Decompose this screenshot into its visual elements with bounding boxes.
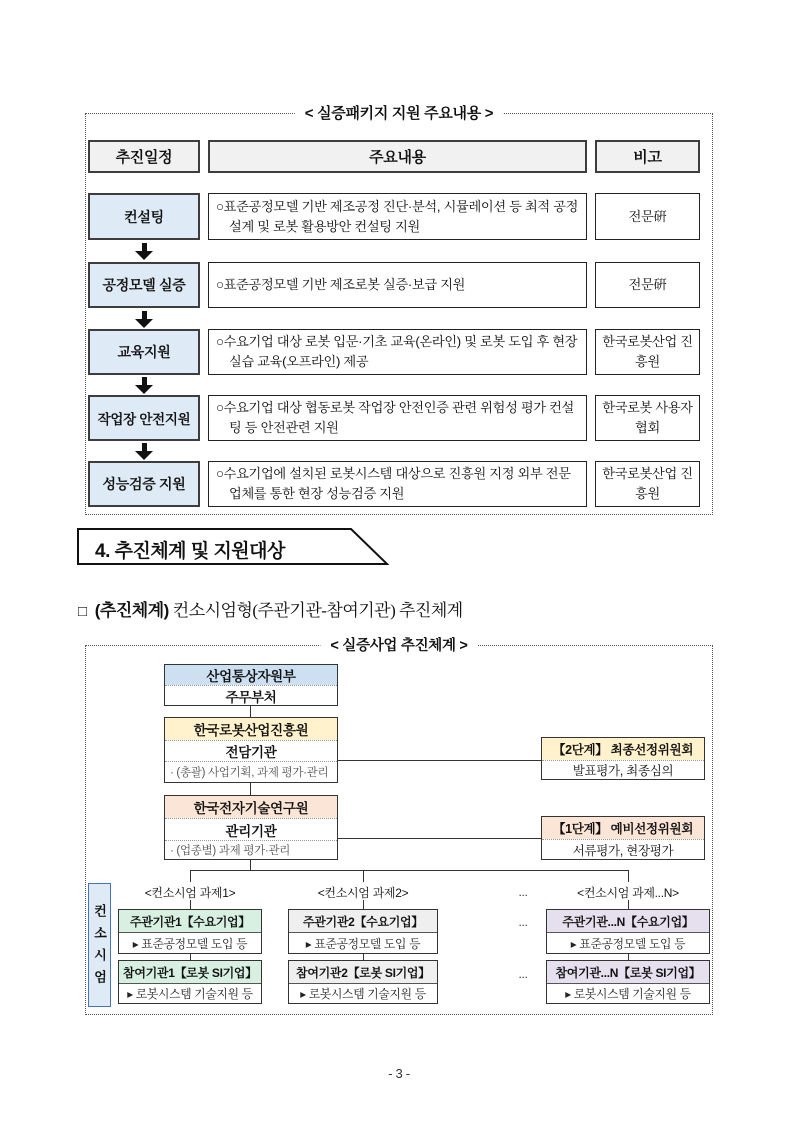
down-arrow-icon xyxy=(135,311,153,328)
down-arrow-icon xyxy=(135,377,153,394)
dedicated-agency-detail: · (총괄) 사업기획, 과제 평가·관리 xyxy=(165,761,337,782)
connector-line xyxy=(190,900,191,909)
connector-line xyxy=(338,838,541,839)
ministry-name: 산업통상자원부 xyxy=(165,665,337,685)
connector-line xyxy=(250,860,251,870)
participant-org-1: 참여기관1【로봇 SI기업】 xyxy=(119,961,261,983)
remark-education: 한국로봇산업 진흥원 xyxy=(595,329,700,375)
content-text: ○표준공정모델 기반 제조공정 진단·분석, 시뮬레이션 등 최적 공정설계 및 로봇 활용방안 컨설팅 지원 xyxy=(216,198,579,234)
stage2-committee-box xyxy=(541,737,705,780)
connector-line xyxy=(363,870,364,882)
remark-performance-verification: 한국로봇산업 진흥원 xyxy=(595,461,700,507)
participant-org-2: 참여기관2【로봇 SI기업】 xyxy=(289,961,437,983)
connector-line xyxy=(250,783,251,795)
support-table-frame xyxy=(85,113,713,515)
stage1-committee-box xyxy=(541,816,705,860)
remark-process-model: 전문硏 xyxy=(595,262,700,308)
connector-line xyxy=(338,760,541,761)
management-agency-name: 한국전자기술연구원 xyxy=(165,796,337,818)
dedicated-agency-name: 한국로봇산업진흥원 xyxy=(165,718,337,740)
support-table-title: < 실증패키지 지원 주요내용 > xyxy=(295,102,503,123)
stage2-committee-detail: 발표평가, 최종심의 xyxy=(542,760,704,779)
stage-process-model: 공정모델 실증 xyxy=(88,262,200,308)
participant-org-box-n xyxy=(546,960,710,1004)
dedicated-agency-box xyxy=(164,717,338,783)
content-text: ○수요기업 대상 로봇 입문·기초 교육(온라인) 및 로봇 도입 후 현장실습 교육(오프라인) 제공 xyxy=(216,334,578,369)
ministry-role: 주무부처 xyxy=(165,685,337,705)
col-header-schedule: 추진일정 xyxy=(88,140,200,173)
connector-line xyxy=(628,900,629,909)
bullet-text: 컨소시엄형(주관기관-참여기관) 추진체계 xyxy=(172,601,463,620)
ellipsis: ... xyxy=(518,915,528,929)
col-header-content: 주요내용 xyxy=(208,140,587,173)
participant-org-box-2 xyxy=(288,960,438,1004)
bullet-bold-label: (추진체계) xyxy=(94,601,169,620)
lead-org-n-detail: ▸ 표준공정모델 도입 등 xyxy=(547,932,709,953)
down-arrow-icon xyxy=(135,443,153,460)
remark-consulting: 전문硏 xyxy=(595,193,700,240)
participant-org-2-detail: ▸ 로봇시스템 기술지원 등 xyxy=(289,983,437,1003)
task-label-2: <컨소시엄 과제2> xyxy=(317,886,409,900)
section-heading-title: 4. 추진체계 및 지원대상 xyxy=(95,541,285,562)
lead-org-box-1 xyxy=(118,909,262,954)
dedicated-agency-role: 전담기관 xyxy=(165,740,337,761)
participant-org-1-detail: ▸ 로봇시스템 기술지원 등 xyxy=(119,983,261,1003)
connector-line xyxy=(628,870,629,882)
connector-line xyxy=(363,900,364,909)
stage1-committee-title: 【1단계】 예비선정위원회 xyxy=(542,817,704,839)
consortium-vertical-label: 컨소시엄 xyxy=(88,883,111,1007)
content-text: ○수요기업 대상 협동로봇 작업장 안전인증 관련 위험성 평가 컨설팅 등 안전관련 지원 xyxy=(216,400,574,435)
lead-org-1-detail: ▸ 표준공정모델 도입 등 xyxy=(119,932,261,953)
lead-org-box-n xyxy=(546,909,710,954)
square-bullet-icon: □ xyxy=(78,603,87,620)
stage-workplace-safety: 작업장 안전지원 xyxy=(88,395,200,441)
management-agency-box xyxy=(164,795,338,860)
lead-org-2-detail: ▸ 표준공정모델 도입 등 xyxy=(289,932,437,953)
content-text: ○표준공정모델 기반 제조로봇 실증·보급 지원 xyxy=(216,277,466,293)
lead-org-n: 주관기관...N【수요기업】 xyxy=(547,910,709,932)
content-process-model xyxy=(208,262,587,308)
bullet-line xyxy=(78,596,463,621)
down-arrow-icon xyxy=(135,243,153,260)
ellipsis: ... xyxy=(518,885,528,899)
task-label-1: <컨소시엄 과제1> xyxy=(144,886,236,900)
task-label-n: <컨소시엄 과제...N> xyxy=(577,886,679,900)
content-performance-verification xyxy=(208,461,587,507)
diagram-title: < 실증사업 추진체계 > xyxy=(320,634,477,655)
management-agency-role: 관리기관 xyxy=(165,818,337,840)
content-education xyxy=(208,329,587,375)
participant-org-n: 참여기관...N【로봇 SI기업】 xyxy=(547,961,709,983)
participant-org-n-detail: ▸ 로봇시스템 기술지원 등 xyxy=(547,983,709,1003)
management-agency-detail: · (업종별) 과제 평가·관리 xyxy=(165,840,337,859)
lead-org-2: 주관기관2【수요기업】 xyxy=(289,910,437,932)
stage-consulting: 컨설팅 xyxy=(88,193,200,240)
col-header-remark: 비고 xyxy=(595,140,700,173)
connector-line xyxy=(250,706,251,717)
lead-org-1: 주관기관1【수요기업】 xyxy=(119,910,261,932)
participant-org-box-1 xyxy=(118,960,262,1004)
content-text: ○수요기업에 설치된 로봇시스템 대상으로 진흥원 지정 외부 전문업체를 통한 현장 성능검증 지원 xyxy=(216,466,571,501)
page-number: - 3 - xyxy=(388,1066,410,1081)
lead-org-box-2 xyxy=(288,909,438,954)
content-workplace-safety xyxy=(208,395,587,441)
stage2-committee-title: 【2단계】 최종선정위원회 xyxy=(542,738,704,760)
stage-education: 교육지원 xyxy=(88,329,200,375)
remark-workplace-safety: 한국로봇 사용자협회 xyxy=(595,395,700,441)
connector-line xyxy=(190,870,191,882)
ministry-box xyxy=(164,664,338,706)
ellipsis: ... xyxy=(518,967,528,981)
stage1-committee-detail: 서류평가, 현장평가 xyxy=(542,839,704,859)
connector-line xyxy=(190,870,629,871)
stage-performance-verification: 성능검증 지원 xyxy=(88,461,200,507)
content-consulting xyxy=(208,193,587,240)
